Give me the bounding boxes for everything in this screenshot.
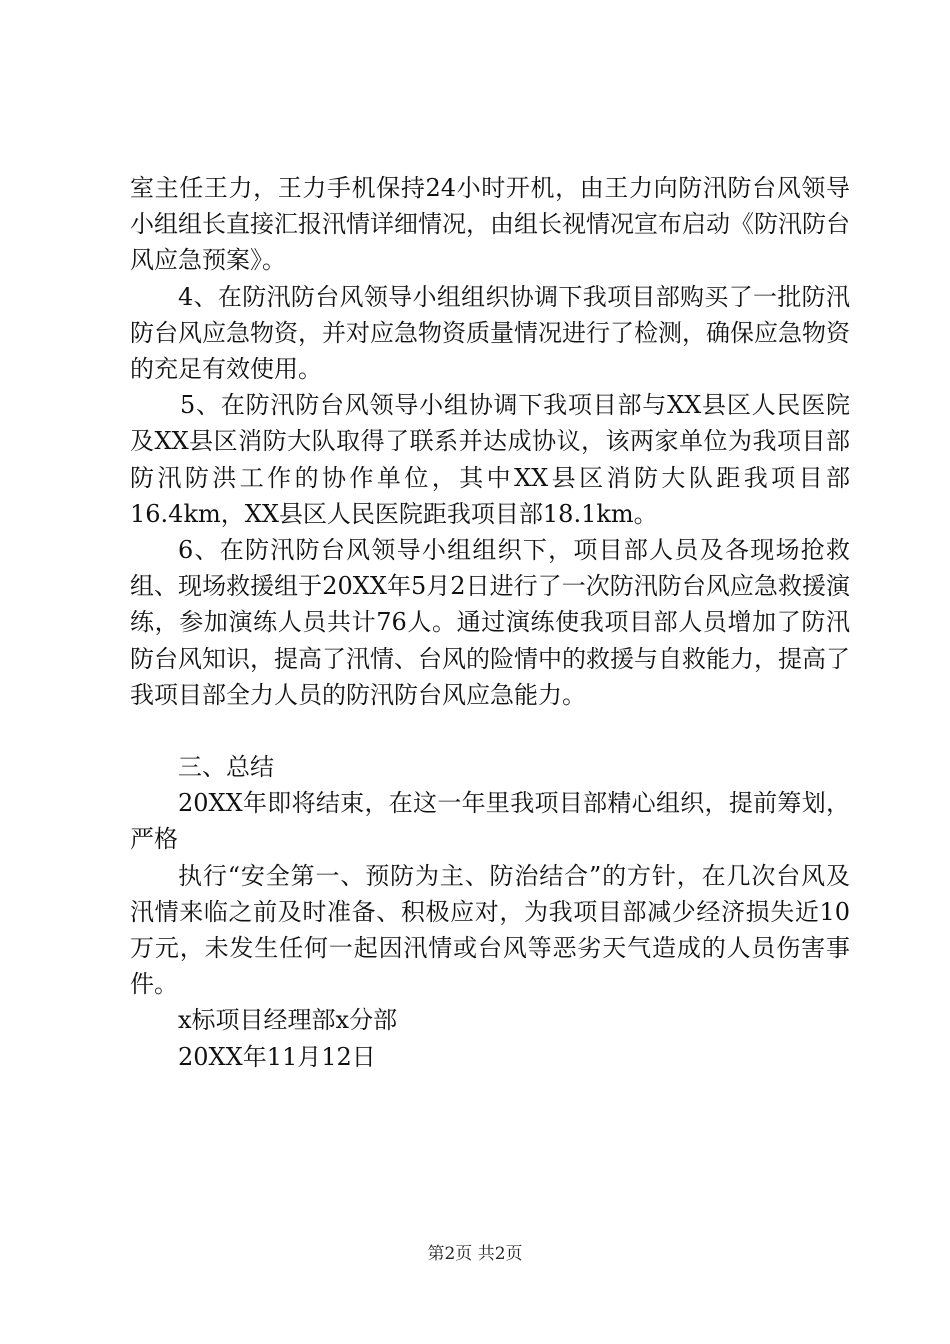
page-number-footer: 第2页 共2页 <box>427 1244 523 1264</box>
summary-paragraph-2: 执行“安全第一、预防为主、防治结合”的方针，在几次台风及汛情来临之前及时准备、积极应对，为我项目部减少经济损失近10万元，未发生任何一起因汛情或台风等恶劣天气造成的人员伤害事件。 <box>130 861 850 999</box>
document-body <box>130 170 850 1075</box>
section-heading-summary: 三、总结 <box>178 753 274 782</box>
paragraph-item-4: 4、在防汛防台风领导小组组织协调下我项目部购买了一批防汛防台风应急物资，并对应急物资质量情况进行了检测，确保应急物资的充足有效使用。 <box>130 282 850 384</box>
signature-date: 20XX年11月12日 <box>178 1042 376 1071</box>
paragraph-item-5: 5、在防汛防台风领导小组协调下我项目部与XX县区人民医院及XX县区消防大队取得了联系并达成协议，该两家单位为我项目部防汛防洪工作的协作单位，其中XX县区消防大队距我项目部16.4km，XX县区人民医院距我项目部18.1km。 <box>130 391 850 528</box>
summary-paragraph-1: 20XX年即将结束，在这一年里我项目部精心组织，提前筹划，严格 <box>130 789 850 854</box>
paragraph-item-6: 6、在防汛防台风领导小组组织下，项目部人员及各现场抢救组、现场救援组于20XX年5月2日进行了一次防汛防台风应急救援演练，参加演练人员共计76人。通过演练使我项目部人员增加了防汛防台风知识，提高了汛情、台风的险情中的救援与自救能力，提高了我项目部全力人员的防汛防台风应急能力。 <box>130 536 850 709</box>
paragraph-continuation: 室主任王力，王力手机保持24小时开机，由王力向防汛防台风领导小组组长直接汇报汛情详细情况，由组长视情况宣布启动《防汛防台风应急预案》。 <box>130 174 850 275</box>
signature-organization: x标项目经理部x分部 <box>178 1006 398 1035</box>
